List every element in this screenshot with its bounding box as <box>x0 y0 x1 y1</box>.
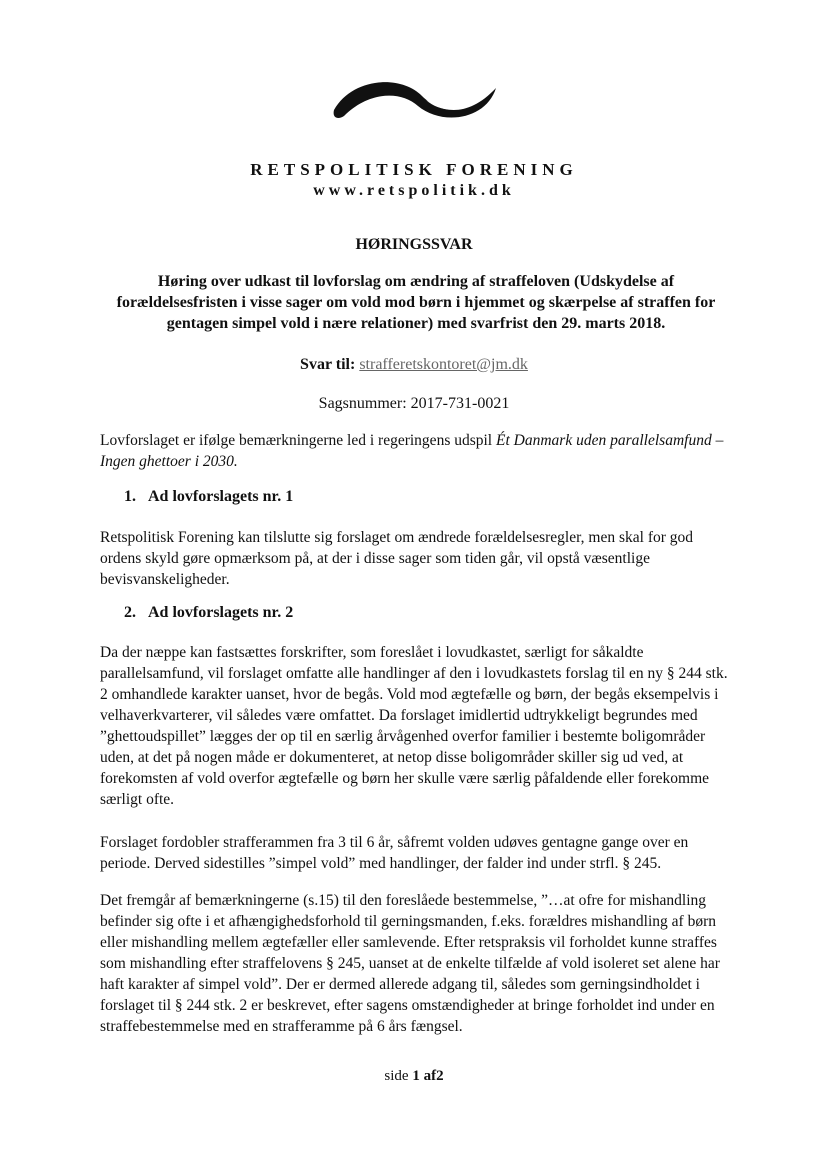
section-2-paragraph-2: Forslaget fordobler strafferammen fra 3 til 6 år, såfremt volden udøves gentagne gange over en periode. Derved sidestilles ”simpel vold” med handlinger, der falder ind under strfl. § 245. <box>100 834 689 872</box>
reply-to-label: Svar til: <box>300 356 356 373</box>
intro-text: Lovforslaget er ifølge bemærkningerne led i regeringens udspil <box>100 432 496 449</box>
intro-publication-title: Ét Danmark uden parallelsamfund – Ingen ghettoer i 2030. <box>100 432 724 470</box>
document-subject: Høring over udkast til lovforslag om ændring af straffeloven (Udskydelse af forældelsesfristen i visse sager om vold mod børn i hjemmet og skærpelse af straffen for gentagen simpel vold i nære relationer) med svarfrist den 29. marts 2018. <box>116 273 716 332</box>
section-1-paragraph: Retspolitisk Forening kan tilslutte sig forslaget om ændrede forældelsesregler, men skal for god ordens skyld gøre opmærksom på, at der i disse sager som tiden går, vil opstå væsentlige bevisvanskeligheder. <box>100 529 694 588</box>
section-heading-2 <box>124 604 293 622</box>
page-prefix: side <box>384 1068 409 1084</box>
case-number-line <box>0 395 828 413</box>
organization-website[interactable]: www.retspolitik.dk <box>313 182 515 199</box>
logo-inner-swirl <box>364 98 414 111</box>
retspolitisk-forening-logo <box>330 70 500 128</box>
section-title-1: Ad lovforslagets nr. 1 <box>148 488 294 505</box>
case-number-label: Sagsnummer: <box>318 395 407 412</box>
intro-paragraph <box>100 430 736 472</box>
page-of: af <box>423 1068 437 1084</box>
section-2-paragraph-1: Da der næppe kan fastsættes forskrifter, som foreslået i lovudkastet, særligt for såkaldte parallelsamfund, vil forslaget omfatte alle handlinger af den i lovudkastets forslag til en ny § 244 stk. 2 omhandlede karakter uanset, hvor de begås. Vold mod ægtefælle og børn, der begås eksempelvis i velhaverkvarterer, vil således være omfattet. Da forslaget imidlertid udtrykkeligt begrundes med ”ghettoudspillet” lægges der op til en særlig årvågenhed overfor familier i bestemte boligområder uden, at det på nogen måde er dokumenteret, at netop disse boligområder skiller sig ud ved, at forekomsten af vold overfor ægtefælle og børn her skulle være særlig påfaldende eller forekomme særligt ofte. <box>100 644 728 808</box>
section-number-1: 1. <box>124 488 136 505</box>
page-indicator <box>0 1068 828 1085</box>
document-type-title: HØRINGSSVAR <box>355 236 473 253</box>
section-title-2: Ad lovforslagets nr. 2 <box>148 604 294 621</box>
page-current: 1 <box>412 1068 420 1084</box>
reply-to-email-link[interactable]: strafferetskontoret@jm.dk <box>359 356 528 373</box>
case-number-value: 2017-731-0021 <box>410 395 510 412</box>
section-heading-1 <box>124 488 293 506</box>
organization-name: RETSPOLITISK FORENING <box>250 160 578 179</box>
section-2-paragraph-3: Det fremgår af bemærkningerne (s.15) til den foreslåede bestemmelse, ”…at ofre for mishandling befinder sig ofte i et afhængighedsforhold til gerningsmanden, f.eks. forældres mishandling af børn eller mishandling mellem ægtefæller eller samlevende. Efter retspraksis vil forholdet kunne straffes som mishandling efter straffelovens § 245, uanset at de enkelte tilfælde af vold isoleret set alene har haft karakter af simpel vold”. Der er dermed allerede adgang til, således som gerningsindholdet i forslaget til § 244 stk. 2 er beskrevet, efter sagens omstændigheder at bringe forholdet ind under en straffebestemmelse med en strafferamme på 6 års fængsel. <box>100 892 720 1035</box>
reply-to-line <box>0 356 828 374</box>
page-total: 2 <box>436 1068 444 1084</box>
section-number-2: 2. <box>124 604 136 621</box>
